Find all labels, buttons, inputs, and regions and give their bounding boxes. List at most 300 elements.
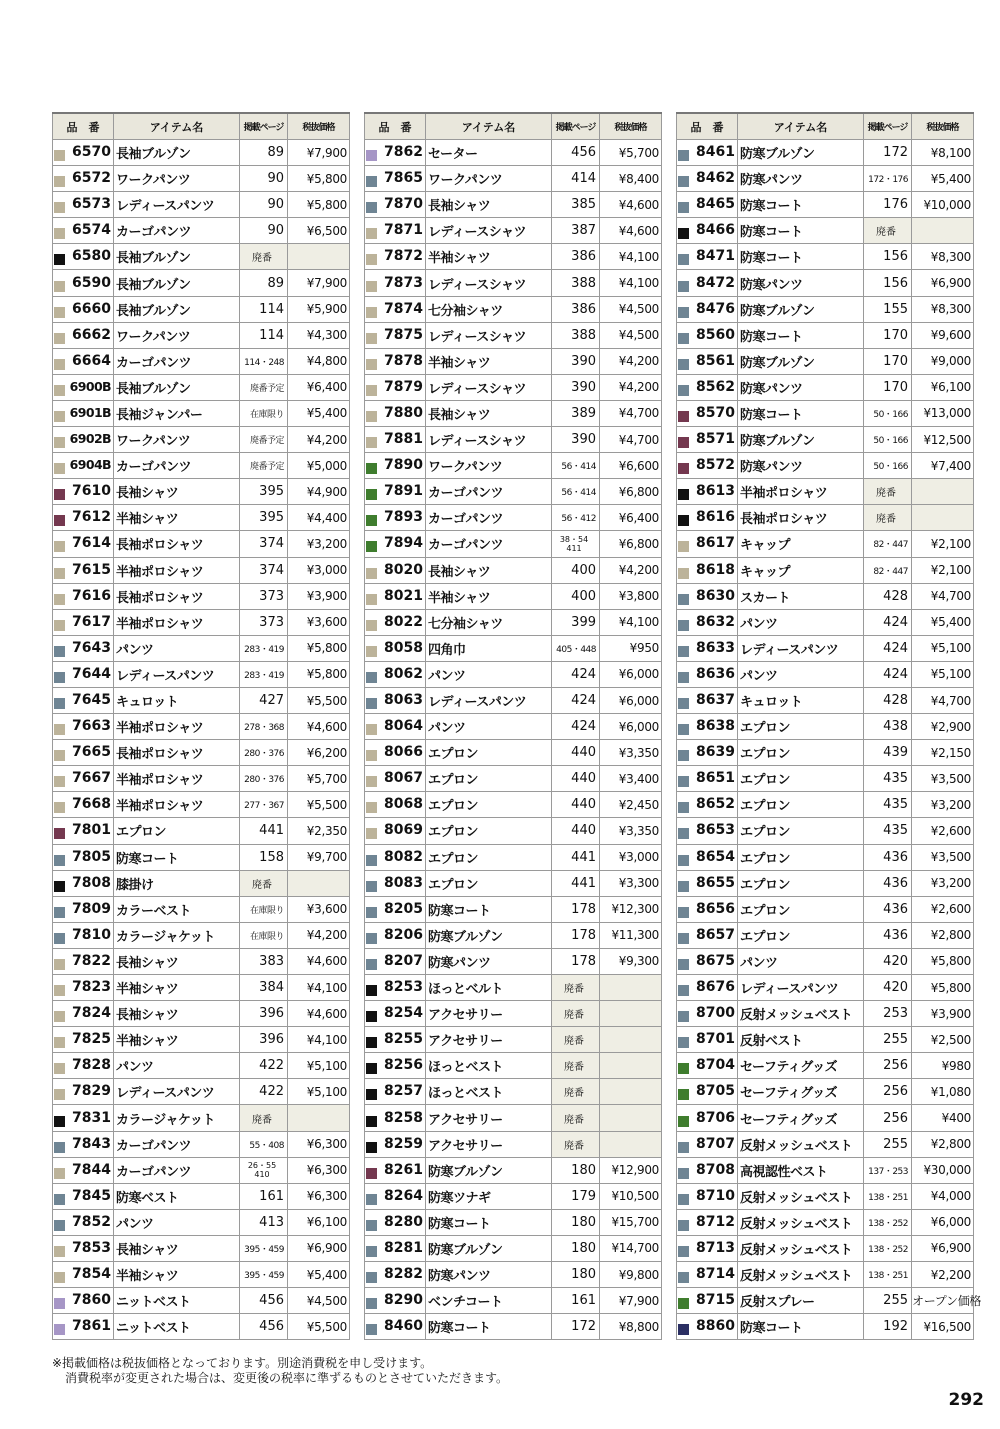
- table-row: [53, 166, 350, 192]
- color-swatch-icon: [678, 281, 689, 292]
- table-row: [53, 609, 350, 635]
- color-swatch-icon: [366, 750, 377, 761]
- item-code: 8632: [696, 613, 735, 630]
- catalog-page: 420: [864, 948, 912, 974]
- catalog-page: 395: [240, 505, 288, 531]
- item-code: 7891: [384, 483, 423, 500]
- catalog-page: 422: [240, 1053, 288, 1079]
- item-name: キャップ: [738, 531, 864, 557]
- item-code-cell: [53, 427, 114, 453]
- header-name: アイテム名: [426, 113, 552, 140]
- item-code: 8704: [696, 1057, 735, 1074]
- table-row: [53, 140, 350, 166]
- table-row: [365, 792, 662, 818]
- item-code: 7823: [72, 979, 111, 996]
- item-name: アクセサリー: [426, 1105, 552, 1131]
- item-code-cell: [365, 453, 426, 479]
- header-price: 税抜価格: [288, 113, 350, 140]
- color-swatch-icon: [54, 541, 65, 552]
- color-swatch-icon: [54, 620, 65, 631]
- item-name: 防寒パンツ: [738, 270, 864, 296]
- item-code: 8656: [696, 900, 735, 917]
- price: ¥4,700: [600, 400, 662, 426]
- item-name: 長袖ジャンパー: [114, 400, 240, 426]
- price: [288, 870, 350, 896]
- item-code-cell: [677, 975, 738, 1001]
- color-swatch-icon: [366, 437, 377, 448]
- item-name: エプロン: [738, 870, 864, 896]
- item-code: 8618: [696, 561, 735, 578]
- table-row: [53, 270, 350, 296]
- catalog-page: 255: [864, 1288, 912, 1314]
- color-swatch-icon: [678, 1142, 689, 1153]
- item-code: 7844: [72, 1161, 111, 1178]
- item-name: ベンチコート: [426, 1288, 552, 1314]
- table-row: [677, 427, 974, 453]
- price: ¥3,200: [912, 870, 974, 896]
- table-row: [677, 270, 974, 296]
- table-row: [53, 870, 350, 896]
- table-row: [53, 218, 350, 244]
- item-name: 防寒パンツ: [738, 166, 864, 192]
- item-code: 8701: [696, 1031, 735, 1048]
- item-code-cell: [365, 1105, 426, 1131]
- price: ¥4,300: [288, 322, 350, 348]
- price: ¥5,700: [600, 140, 662, 166]
- table-row: [365, 714, 662, 740]
- item-code: 8655: [696, 874, 735, 891]
- item-code-cell: [365, 1157, 426, 1183]
- catalog-page: 50・166: [864, 453, 912, 479]
- item-code-cell: [365, 896, 426, 922]
- price: ¥5,500: [288, 1314, 350, 1340]
- price: ¥5,100: [288, 1079, 350, 1105]
- item-code: 8462: [696, 170, 735, 187]
- item-code: 6572: [72, 170, 111, 187]
- item-name: 防寒ブルゾン: [426, 1235, 552, 1261]
- color-swatch-icon: [54, 437, 65, 448]
- item-code-cell: [365, 322, 426, 348]
- color-swatch-icon: [678, 228, 689, 239]
- price: ¥7,900: [600, 1288, 662, 1314]
- table-row: [53, 1183, 350, 1209]
- table-row: [365, 557, 662, 583]
- item-code-cell: [365, 766, 426, 792]
- catalog-page: 138・251: [864, 1183, 912, 1209]
- catalog-page: 廃番: [552, 1131, 600, 1157]
- table-row: [677, 296, 974, 322]
- item-code: 7871: [384, 222, 423, 239]
- color-swatch-icon: [54, 828, 65, 839]
- catalog-page: 50・166: [864, 400, 912, 426]
- price: ¥5,400: [288, 400, 350, 426]
- price: ¥4,200: [600, 557, 662, 583]
- price: ¥2,500: [912, 1027, 974, 1053]
- table-row: [365, 740, 662, 766]
- catalog-page: 180: [552, 1235, 600, 1261]
- color-swatch-icon: [54, 411, 65, 422]
- item-name: 長袖シャツ: [426, 557, 552, 583]
- item-code: 8082: [384, 848, 423, 865]
- item-name: レディースシャツ: [426, 374, 552, 400]
- catalog-page: 390: [552, 348, 600, 374]
- table-row: [677, 140, 974, 166]
- item-code-cell: [677, 322, 738, 348]
- price: [912, 218, 974, 244]
- table-row: [365, 1079, 662, 1105]
- catalog-page: 390: [552, 427, 600, 453]
- table-row: [677, 505, 974, 531]
- item-code: 7667: [72, 770, 111, 787]
- item-name: 防寒ツナギ: [426, 1183, 552, 1209]
- table-row: [53, 479, 350, 505]
- table-row: [53, 922, 350, 948]
- item-code: 8617: [696, 535, 735, 552]
- price: ¥5,100: [912, 661, 974, 687]
- price: ¥4,100: [288, 975, 350, 1001]
- price: [912, 479, 974, 505]
- price: ¥4,000: [912, 1183, 974, 1209]
- color-swatch-icon: [678, 724, 689, 735]
- item-code: 7810: [72, 926, 111, 943]
- table-row: [365, 635, 662, 661]
- header-row: [677, 113, 974, 140]
- catalog-page: 114・248: [240, 348, 288, 374]
- item-code: 7808: [72, 874, 111, 891]
- table-row: [677, 844, 974, 870]
- catalog-page: 在庫限り: [240, 896, 288, 922]
- catalog-page: 56・412: [552, 505, 600, 531]
- item-code-cell: [53, 1209, 114, 1235]
- color-swatch-icon: [678, 1037, 689, 1048]
- catalog-page: 82・447: [864, 531, 912, 557]
- item-code-cell: [677, 635, 738, 661]
- item-code-cell: [53, 322, 114, 348]
- item-code: 7893: [384, 509, 423, 526]
- table-row: [677, 740, 974, 766]
- catalog-page: 廃番予定: [240, 453, 288, 479]
- item-code: 7828: [72, 1057, 111, 1074]
- catalog-page: 廃番: [552, 1027, 600, 1053]
- item-code: 8860: [696, 1318, 735, 1335]
- color-swatch-icon: [678, 150, 689, 161]
- item-name: 半袖シャツ: [426, 244, 552, 270]
- table-row: [53, 1288, 350, 1314]
- item-code-cell: [365, 948, 426, 974]
- item-code-cell: [677, 270, 738, 296]
- catalog-page: 424: [864, 609, 912, 635]
- item-code: 7612: [72, 509, 111, 526]
- price: ¥4,100: [600, 270, 662, 296]
- table-row: [365, 1157, 662, 1183]
- color-swatch-icon: [678, 594, 689, 605]
- catalog-page: 428: [864, 687, 912, 713]
- catalog-page: 435: [864, 792, 912, 818]
- color-swatch-icon: [366, 1194, 377, 1205]
- item-code-cell: [53, 1262, 114, 1288]
- price: ¥8,300: [912, 296, 974, 322]
- item-name: 防寒コート: [114, 844, 240, 870]
- price: ¥30,000: [912, 1157, 974, 1183]
- price: ¥5,800: [288, 661, 350, 687]
- catalog-page: 373: [240, 583, 288, 609]
- item-code-cell: [365, 1053, 426, 1079]
- table-row: [365, 427, 662, 453]
- item-code-cell: [365, 922, 426, 948]
- table-row: [365, 1131, 662, 1157]
- table-row: [53, 1027, 350, 1053]
- price: ¥4,100: [600, 244, 662, 270]
- item-code-cell: [365, 792, 426, 818]
- item-code: 7870: [384, 196, 423, 213]
- catalog-page: 278・368: [240, 714, 288, 740]
- table-row: [53, 557, 350, 583]
- catalog-page: 176: [864, 192, 912, 218]
- item-code: 7861: [72, 1318, 111, 1335]
- color-swatch-icon: [366, 1168, 377, 1179]
- color-swatch-icon: [54, 150, 65, 161]
- header-price: 税抜価格: [912, 113, 974, 140]
- price: ¥5,000: [288, 453, 350, 479]
- price: ¥6,900: [288, 1235, 350, 1261]
- item-name: 半袖シャツ: [114, 1027, 240, 1053]
- color-swatch-icon: [366, 541, 377, 552]
- item-code-cell: [677, 896, 738, 922]
- header-code: 品 番: [53, 113, 114, 140]
- table-row: [365, 1209, 662, 1235]
- item-name: カーゴパンツ: [426, 531, 552, 557]
- item-name: 防寒パンツ: [426, 948, 552, 974]
- item-name: 防寒ブルゾン: [426, 922, 552, 948]
- item-code-cell: [53, 740, 114, 766]
- color-swatch-icon: [54, 646, 65, 657]
- price: ¥8,400: [600, 166, 662, 192]
- header-name: アイテム名: [738, 113, 864, 140]
- color-swatch-icon: [366, 1063, 377, 1074]
- item-name: キュロット: [738, 687, 864, 713]
- catalog-page: 56・414: [552, 479, 600, 505]
- item-code-cell: [365, 427, 426, 453]
- table-row: [365, 896, 662, 922]
- price: ¥4,700: [912, 583, 974, 609]
- item-code-cell: [365, 400, 426, 426]
- item-name: エプロン: [426, 766, 552, 792]
- table-row: [53, 740, 350, 766]
- catalog-page: 424: [864, 661, 912, 687]
- item-code-cell: [677, 1183, 738, 1209]
- item-code: 8460: [384, 1318, 423, 1335]
- header-row: [365, 113, 662, 140]
- table-row: [365, 453, 662, 479]
- item-name: カーゴパンツ: [114, 1157, 240, 1183]
- item-code: 8713: [696, 1239, 735, 1256]
- item-name: 長袖シャツ: [114, 948, 240, 974]
- catalog-page: 439: [864, 740, 912, 766]
- item-name: 半袖シャツ: [426, 583, 552, 609]
- table-row: [677, 687, 974, 713]
- color-swatch-icon: [366, 1324, 377, 1335]
- table-row: [365, 1235, 662, 1261]
- item-code-cell: [365, 1262, 426, 1288]
- item-code: 7614: [72, 535, 111, 552]
- color-swatch-icon: [366, 228, 377, 239]
- price: ¥5,100: [288, 1053, 350, 1079]
- catalog-page: 386: [552, 244, 600, 270]
- color-swatch-icon: [678, 698, 689, 709]
- color-swatch-icon: [678, 437, 689, 448]
- item-code: 7829: [72, 1083, 111, 1100]
- color-swatch-icon: [678, 1324, 689, 1335]
- price: ¥5,800: [912, 948, 974, 974]
- table-row: [365, 844, 662, 870]
- catalog-page: 廃番: [552, 1001, 600, 1027]
- color-swatch-icon: [678, 985, 689, 996]
- color-swatch-icon: [366, 1116, 377, 1127]
- item-name: 防寒コート: [738, 1314, 864, 1340]
- color-swatch-icon: [678, 1246, 689, 1257]
- item-name: 半袖ポロシャツ: [114, 792, 240, 818]
- item-name: 長袖ブルゾン: [114, 296, 240, 322]
- item-code-cell: [677, 453, 738, 479]
- item-code: 7843: [72, 1135, 111, 1152]
- catalog-page: 廃番: [552, 1053, 600, 1079]
- color-swatch-icon: [54, 881, 65, 892]
- item-code-cell: [53, 870, 114, 896]
- catalog-page: 256: [864, 1079, 912, 1105]
- item-code: 6902B: [69, 431, 111, 447]
- price: ¥3,800: [600, 583, 662, 609]
- table-row: [677, 896, 974, 922]
- catalog-page: 38・54 411: [552, 531, 600, 557]
- item-code: 8205: [384, 900, 423, 917]
- item-code-cell: [365, 192, 426, 218]
- item-code-cell: [677, 1001, 738, 1027]
- item-name: エプロン: [738, 792, 864, 818]
- item-name: セーター: [426, 140, 552, 166]
- item-code-cell: [53, 1183, 114, 1209]
- table-row: [677, 1131, 974, 1157]
- price: ¥5,400: [912, 166, 974, 192]
- table-row: [677, 218, 974, 244]
- price: ¥3,400: [600, 766, 662, 792]
- item-name: 防寒コート: [738, 192, 864, 218]
- item-name: ワークパンツ: [426, 453, 552, 479]
- header-page: 掲載ページ: [240, 113, 288, 140]
- catalog-page: 138・251: [864, 1262, 912, 1288]
- color-swatch-icon: [678, 646, 689, 657]
- item-code-cell: [53, 531, 114, 557]
- item-code: 7845: [72, 1187, 111, 1204]
- catalog-page: 在庫限り: [240, 400, 288, 426]
- catalog-page: 180: [552, 1209, 600, 1235]
- price: [600, 975, 662, 1001]
- item-name: 長袖シャツ: [426, 192, 552, 218]
- tax-note: [52, 1356, 508, 1386]
- price: ¥2,350: [288, 818, 350, 844]
- table-row: [365, 661, 662, 687]
- item-name: 反射メッシュベスト: [738, 1131, 864, 1157]
- price: ¥11,300: [600, 922, 662, 948]
- table-row: [677, 1288, 974, 1314]
- catalog-page: 廃番: [864, 505, 912, 531]
- item-name: パンツ: [114, 635, 240, 661]
- item-code-cell: [53, 218, 114, 244]
- item-code: 8715: [696, 1292, 735, 1309]
- item-code-cell: [53, 557, 114, 583]
- table-row: [53, 818, 350, 844]
- item-code: 8630: [696, 587, 735, 604]
- item-code: 8264: [384, 1187, 423, 1204]
- table-row: [53, 1209, 350, 1235]
- price: ¥5,800: [288, 166, 350, 192]
- item-code-cell: [677, 948, 738, 974]
- color-swatch-icon: [54, 594, 65, 605]
- price: ¥6,900: [912, 1235, 974, 1261]
- item-code: 7665: [72, 744, 111, 761]
- item-code: 7872: [384, 248, 423, 265]
- catalog-page: 253: [864, 1001, 912, 1027]
- price: ¥4,700: [912, 687, 974, 713]
- item-name: 長袖シャツ: [114, 479, 240, 505]
- item-code-cell: [365, 1079, 426, 1105]
- catalog-page: 155: [864, 296, 912, 322]
- item-code-cell: [365, 1183, 426, 1209]
- catalog-page: 55・408: [240, 1131, 288, 1157]
- catalog-page: 441: [552, 870, 600, 896]
- item-code: 7822: [72, 952, 111, 969]
- item-name: 反射メッシュベスト: [738, 1235, 864, 1261]
- catalog-page: 399: [552, 609, 600, 635]
- catalog-page: 114: [240, 322, 288, 348]
- catalog-page: 廃番: [240, 1105, 288, 1131]
- table-row: [53, 714, 350, 740]
- item-code: 7663: [72, 718, 111, 735]
- item-code-cell: [53, 1288, 114, 1314]
- price: ¥6,300: [288, 1131, 350, 1157]
- price: オープン価格: [912, 1288, 974, 1314]
- item-code: 8022: [384, 613, 423, 630]
- item-code: 6660: [72, 300, 111, 317]
- price: ¥5,400: [912, 609, 974, 635]
- color-swatch-icon: [54, 724, 65, 735]
- item-code-cell: [53, 766, 114, 792]
- item-code-cell: [53, 818, 114, 844]
- catalog-page: 255: [864, 1027, 912, 1053]
- item-name: エプロン: [426, 792, 552, 818]
- item-code-cell: [365, 818, 426, 844]
- color-swatch-icon: [678, 1272, 689, 1283]
- price: ¥4,200: [600, 374, 662, 400]
- item-name: パンツ: [426, 714, 552, 740]
- color-swatch-icon: [678, 385, 689, 396]
- table-row: [677, 400, 974, 426]
- item-code: 7617: [72, 613, 111, 630]
- table-row: [53, 427, 350, 453]
- table-row: [677, 609, 974, 635]
- item-name: パンツ: [738, 661, 864, 687]
- price: ¥5,100: [912, 635, 974, 661]
- header-name: アイテム名: [114, 113, 240, 140]
- catalog-page: 26・55 410: [240, 1157, 288, 1183]
- item-code-cell: [365, 270, 426, 296]
- table-row: [677, 374, 974, 400]
- item-name: 半袖ポロシャツ: [114, 609, 240, 635]
- item-code: 7854: [72, 1266, 111, 1283]
- item-name: 防寒ブルゾン: [738, 296, 864, 322]
- item-name: キュロット: [114, 687, 240, 713]
- item-name: 長袖シャツ: [114, 1001, 240, 1027]
- price: ¥3,500: [912, 766, 974, 792]
